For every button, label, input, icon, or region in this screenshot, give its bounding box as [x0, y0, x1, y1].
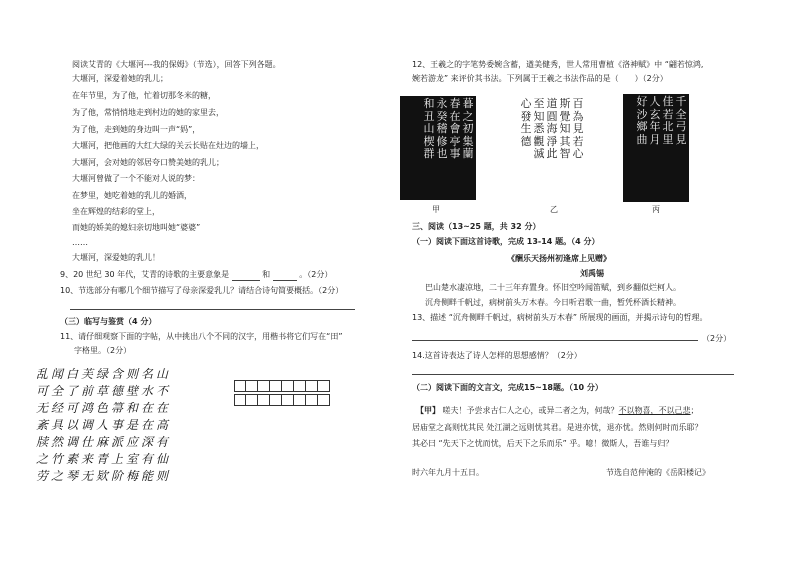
poem-couplet-1: 巴山楚水凄凉地，二十三年弃置身。怀旧空吟闻笛赋，到乡翻似烂柯人。 [425, 283, 681, 292]
calligraphy-char: 千 [675, 95, 687, 108]
poem-line-10: 而她的娇美的媳妇亲切地叫她“婆婆” [72, 223, 201, 232]
copybook-char: 山 [156, 367, 169, 381]
calligraphy-yi [520, 96, 586, 200]
subsection-2-heading: （二）阅读下面的文言文，完成15~18题。（10 分） [412, 383, 603, 392]
copybook-char: 调 [81, 418, 94, 432]
calligraphy-char: 也 [436, 147, 448, 160]
question-12-cont: 婉若游龙” 来评价其书法。下列属于王羲之书法作品的是（ ）（2分） [412, 74, 668, 83]
calligraphy-char: 若 [572, 134, 584, 148]
subsection-1-heading: （一）阅读下面这首诗歌，完成 13-14 题。（4 分） [412, 237, 600, 246]
poem-line-2: 在年节里，为了他，忙着切那冬米的糖， [72, 91, 216, 100]
calligraphy-char: 發 [520, 109, 532, 123]
copybook-char: 事 [111, 418, 124, 432]
calligraphy-column [449, 98, 461, 198]
calligraphy-char: 事 [449, 147, 461, 160]
reading-section-heading: 三、阅读（13~25 题，共 32 分） [412, 222, 541, 231]
calligraphy-char: 永 [436, 97, 448, 110]
calligraphy-char: 心 [572, 147, 584, 160]
calligraphy-jia [400, 96, 476, 200]
copybook-char: 麻 [96, 435, 109, 449]
calligraphy-column [423, 98, 435, 198]
calligraphy-char: 圓 [546, 109, 558, 123]
calligraphy-char: 生 [520, 122, 532, 135]
poem-line-5: 大堰河，把他画的大红大绿的关云长贴在灶边的墙上， [72, 141, 264, 150]
classical-text-1c: ； [690, 406, 699, 415]
calligraphy-char: 沙 [636, 107, 648, 121]
copybook-char: 在 [141, 418, 154, 432]
calligraphy-char: 斯 [559, 97, 571, 110]
calligraphy-column [520, 98, 532, 198]
calligraphy-column [675, 96, 687, 200]
calligraphy-char: 全 [675, 107, 687, 121]
question-13: 13、描述 “沉舟侧畔千帆过，病树前头万木春” 所展现的画面，并揭示诗句的哲理。 [412, 313, 708, 322]
copybook-char: 闻 [51, 367, 64, 381]
answer-blank-9a[interactable] [232, 271, 260, 281]
copybook-char: 壁 [126, 384, 139, 398]
tian-grid-row-1[interactable] [234, 380, 330, 392]
calligraphy-column [546, 98, 558, 198]
calligraphy-char: 丑 [423, 109, 435, 123]
copybook-char: 无 [81, 469, 94, 483]
calligraphy-char: 亭 [449, 134, 461, 148]
copybook-char: 人 [96, 418, 109, 432]
answer-line-10[interactable] [70, 309, 355, 310]
copybook-char: 仕 [81, 435, 94, 449]
calligraphy-char: 鄉 [636, 120, 648, 133]
calligraphy-char: 知 [533, 109, 545, 123]
calligraphy-char: 會 [449, 122, 461, 135]
answer-line-13[interactable] [412, 340, 698, 341]
classical-text-1a: 嗟夫！予尝求古仁人之心，或异二者之为，何哉？ [442, 406, 619, 415]
copybook-char: 绿 [96, 367, 109, 381]
copybook-char: 有 [156, 435, 169, 449]
calligraphy-column [636, 96, 648, 200]
question-11: 11、请仔细观察下面的字帖，从中挑出八个不同的汉字，用楷书将它们写在“田” [60, 332, 343, 341]
section-3-heading: （三）临写与鉴赏（4 分） [60, 317, 157, 326]
calligraphy-char: 德 [520, 134, 532, 148]
calligraphy-char: 悉 [533, 122, 545, 135]
calligraphy-char: 年 [649, 120, 661, 133]
copybook-char: 则 [156, 469, 169, 483]
calligraphy-char: 智 [559, 147, 571, 160]
copybook-char: 芙 [81, 367, 94, 381]
passage-tag: 【甲】 [416, 406, 440, 415]
calligraphy-char: 群 [423, 147, 435, 160]
classical-text-line-1 [416, 405, 699, 417]
answer-line-14[interactable] [412, 374, 734, 375]
copybook-char: 色 [96, 401, 109, 415]
copybook-char: 高 [156, 418, 169, 432]
poem-line-11: …… [72, 238, 88, 247]
calligraphy-char: 在 [449, 109, 461, 123]
calligraphy-char: 癸 [436, 109, 448, 123]
calligraphy-char: 月 [649, 132, 661, 146]
copybook-char: 水 [141, 384, 154, 398]
poem-couplet-2: 沉舟侧畔千帆过，病树前头万木春。今日听君歌一曲，暂凭杯酒长精神。 [425, 298, 681, 307]
copybook-char: 阶 [111, 469, 124, 483]
copybook-char: 在 [141, 401, 154, 415]
calligraphy-char: 此 [546, 147, 558, 160]
calligraphy-char: 觀 [533, 134, 545, 148]
question-9-end: 。（2分） [299, 270, 333, 279]
copybook-char: 仙 [156, 452, 169, 466]
calligraphy-column [436, 98, 448, 198]
calligraphy-column [533, 98, 545, 198]
copybook-char: 可 [66, 401, 79, 415]
classical-text-line-2: 居庙堂之高则忧其民 处江湖之远则忧其君。是进亦忧，退亦忧。然则何时而乐耶？ [412, 423, 703, 432]
reading-intro: 阅读艾青的《大堰河---我的保姆》（节选），回答下列各题。 [72, 60, 281, 69]
calligraphy-char: 至 [533, 97, 545, 110]
calligraphy-char: 百 [572, 97, 584, 110]
poem-line-12: 大堰河，深爱她的乳儿！ [72, 253, 160, 262]
copybook-char: 来 [81, 452, 94, 466]
calligraphy-char: 知 [559, 122, 571, 135]
copybook-char: 紊 [36, 418, 49, 432]
calligraphy-char: 人 [649, 95, 661, 108]
copybook-char: 之 [51, 469, 64, 483]
question-9-and: 和 [262, 270, 271, 279]
classical-text-underlined: 不以物喜，不以己悲 [618, 406, 691, 415]
calligraphy-char: 之 [462, 109, 474, 123]
calligraphy-char: 弓 [675, 120, 687, 133]
copybook-char: 无 [36, 401, 49, 415]
classical-text-date: 时六年九月十五日。 [412, 468, 484, 477]
copybook-char: 名 [141, 367, 154, 381]
poem-title: 《酬乐天扬州初逢席上见赠》 [507, 254, 611, 263]
calligraphy-char: 道 [546, 97, 558, 110]
poem-author: 刘禹锡 [580, 269, 604, 278]
copybook-char: 深 [141, 435, 154, 449]
copybook-char: 白 [66, 367, 79, 381]
poem-line-9: 坐在辉煌的结彩的堂上， [72, 207, 160, 216]
calligraphy-column [559, 98, 571, 198]
copybook-char: 德 [111, 384, 124, 398]
label-yi: 乙 [550, 205, 558, 214]
question-11-cont: 字格里。（2分） [74, 346, 132, 355]
calligraphy-char: 覺 [559, 109, 571, 123]
copybook-char: 牍 [36, 435, 49, 449]
calligraphy-char: 為 [572, 109, 584, 123]
calligraphy-char: 和 [423, 97, 435, 110]
copybook-char: 上 [111, 452, 124, 466]
poem-line-7: 大堰河曾做了一个不能对人说的梦： [72, 174, 200, 183]
classical-text-line-3: 其必曰 “先天下之忧而忧，后天下之乐而乐” 乎。噫！微斯人，吾谁与归？ [412, 439, 674, 448]
copybook-char: 以 [66, 418, 79, 432]
copybook-char: 素 [66, 452, 79, 466]
calligraphy-char: 見 [675, 132, 687, 146]
copybook-char: 然 [51, 435, 64, 449]
copybook [36, 366, 171, 485]
calligraphy-column [572, 98, 584, 198]
question-14: 14.这首诗表达了诗人怎样的思想感情？（2分） [412, 351, 582, 360]
copybook-char: 乱 [36, 367, 49, 381]
calligraphy-char: 曲 [636, 132, 648, 146]
calligraphy-char: 集 [462, 134, 474, 148]
copybook-char: 前 [81, 384, 94, 398]
copybook-char: 经 [51, 401, 64, 415]
copybook-char: 全 [51, 384, 64, 398]
calligraphy-column [462, 98, 474, 198]
calligraphy-bing [623, 94, 689, 202]
poem-line-1: 大堰河，深爱着她的乳儿； [72, 74, 168, 83]
poem-line-3: 为了他，常悄悄地走到村边的她的家里去， [72, 108, 224, 117]
copybook-char: 应 [126, 435, 139, 449]
question-13-score: （2分） [702, 334, 732, 343]
calligraphy-char: 玄 [649, 107, 661, 121]
question-9 [60, 269, 332, 281]
copybook-char: 不 [156, 384, 169, 398]
copybook-char: 调 [66, 435, 79, 449]
copybook-char: 具 [51, 418, 64, 432]
copybook-char: 是 [126, 418, 139, 432]
label-jia: 甲 [432, 205, 440, 214]
copybook-char: 鸿 [81, 401, 94, 415]
answer-blank-9b[interactable] [273, 271, 297, 281]
copybook-char: 箒 [111, 401, 124, 415]
copybook-char: 草 [96, 384, 109, 398]
calligraphy-char: 山 [423, 122, 435, 135]
poem-line-4: 为了他，走到她的身边叫一声“妈”， [72, 125, 201, 134]
calligraphy-char: 稽 [436, 122, 448, 135]
calligraphy-char: 春 [449, 97, 461, 110]
label-bing: 丙 [652, 205, 660, 214]
calligraphy-char: 楔 [423, 134, 435, 148]
copybook-char: 欵 [96, 469, 109, 483]
calligraphy-char: 滅 [533, 147, 545, 160]
copybook-char: 能 [141, 469, 154, 483]
copybook-char: 在 [156, 401, 169, 415]
question-12: 12、王羲之的字笔势委婉含蓄，遒美健秀，世人常用曹植《洛神赋》中 “翩若惊鸿, [412, 60, 704, 69]
calligraphy-char: 心 [520, 97, 532, 110]
copybook-char: 梅 [126, 469, 139, 483]
poem-line-8: 在梦里，她吃着她的乳儿的婚酒， [72, 191, 192, 200]
question-9-text: 9、20 世纪 30 年代，艾青的诗歌的主要意象是 [60, 270, 230, 279]
copybook-char: 竹 [51, 452, 64, 466]
calligraphy-char: 其 [559, 134, 571, 148]
copybook-char: 可 [36, 384, 49, 398]
copybook-char: 之 [36, 452, 49, 466]
copybook-char: 派 [111, 435, 124, 449]
calligraphy-column [649, 96, 661, 200]
copybook-char: 琴 [66, 469, 79, 483]
poem-line-6: 大堰河，会对她的邻居夸口赞美她的乳儿； [72, 158, 224, 167]
calligraphy-char: 修 [436, 134, 448, 148]
calligraphy-column [662, 96, 674, 200]
calligraphy-char: 若 [662, 107, 674, 121]
calligraphy-char: 好 [636, 95, 648, 108]
calligraphy-char: 暮 [462, 97, 474, 110]
calligraphy-char: 初 [462, 122, 474, 135]
copybook-char: 青 [96, 452, 109, 466]
copybook-char: 则 [126, 367, 139, 381]
calligraphy-char: 淨 [546, 134, 558, 148]
copybook-char: 含 [111, 367, 124, 381]
calligraphy-char: 里 [662, 132, 674, 146]
copybook-char: 有 [141, 452, 154, 466]
classical-text-source: 节选自范仲淹的《岳阳楼记》 [606, 468, 710, 477]
copybook-char: 和 [126, 401, 139, 415]
tian-grid-row-2[interactable] [234, 394, 330, 406]
copybook-char: 了 [66, 384, 79, 398]
calligraphy-char: 蘭 [462, 147, 474, 160]
calligraphy-char: 見 [572, 122, 584, 135]
calligraphy-char: 佳 [662, 95, 674, 108]
calligraphy-char: 海 [546, 122, 558, 135]
copybook-char: 室 [126, 452, 139, 466]
calligraphy-char: 北 [662, 120, 674, 133]
copybook-char: 劳 [36, 469, 49, 483]
question-10: 10、节选部分有哪几个细节描写了母亲深爱乳儿？请结合诗句简要概括。（2分） [60, 286, 344, 295]
